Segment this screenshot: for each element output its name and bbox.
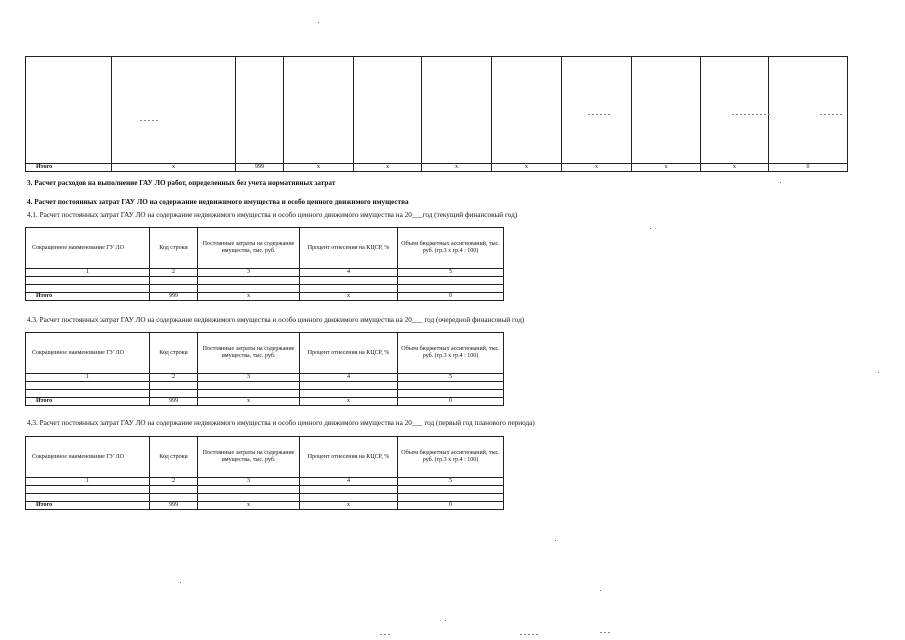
header-cell-volume: Объем бюджетных ассигнований, тыс. руб. (гр.3 х гр.4 : 100)	[398, 333, 504, 374]
subtable-blank-row	[26, 390, 504, 398]
total-cell: x	[562, 164, 632, 172]
top-table	[25, 56, 848, 172]
total-cell: 999	[236, 164, 284, 172]
header-cell-percent: Процент отнесения на КЦСР, %	[300, 333, 398, 374]
total-cell: x	[300, 502, 398, 510]
header-cell-costs: Постоянные затраты на содержание имущества, тыс. руб.	[198, 437, 300, 478]
header-cell-name: Сокращенное наименование ГУ ЛО	[26, 437, 150, 478]
subtable-number-row	[26, 478, 504, 486]
total-cell: x	[354, 164, 422, 172]
total-label: Итого	[26, 502, 150, 510]
column-number: 2	[150, 374, 198, 382]
total-label: Итого	[26, 164, 112, 172]
subtable-blank-row	[26, 486, 504, 494]
total-cell: 999	[150, 293, 198, 301]
scan-artifact	[600, 590, 601, 591]
column-number: 3	[198, 269, 300, 277]
total-cell: 999	[150, 398, 198, 406]
column-number: 3	[198, 374, 300, 382]
section-3-heading: 3. Расчет расходов на выполнение ГАУ ЛО работ, определенных без учета нормативных затрат	[27, 179, 336, 187]
total-cell: 0	[769, 164, 848, 172]
top-table-blank-row	[26, 57, 848, 164]
scan-artifact	[445, 620, 446, 621]
top-table-total-row	[26, 164, 848, 172]
header-cell-percent: Процент отнесения на КЦСР, %	[300, 437, 398, 478]
column-number: 2	[150, 478, 198, 486]
scan-artifact	[380, 634, 392, 635]
subtable-header-row	[26, 437, 504, 478]
subtable-caption: 4.3. Расчет постоянных затрат ГАУ ЛО на содержание недвижимого имущества и особо ценного движимого имущества на 20___ год (очередной финансовый год)	[27, 316, 525, 324]
subtable-4-3b	[25, 436, 504, 510]
header-cell-name: Сокращенное наименование ГУ ЛО	[26, 333, 150, 374]
total-label: Итого	[26, 398, 150, 406]
total-cell: 0	[398, 398, 504, 406]
header-cell-costs: Постоянные затраты на содержание имущества, тыс. руб.	[198, 228, 300, 269]
subtable-blank-row	[26, 494, 504, 502]
total-cell: x	[198, 293, 300, 301]
scan-artifact	[588, 114, 612, 115]
scan-artifact	[820, 114, 842, 115]
column-number: 1	[26, 374, 150, 382]
header-cell-name: Сокращенное наименование ГУ ЛО	[26, 228, 150, 269]
scan-artifact	[878, 372, 879, 373]
subtable-caption: 4.1. Расчет постоянных затрат ГАУ ЛО на содержание недвижимого имущества и особо ценного движимого имущества на 20___год (текущий финансовый год)	[27, 211, 518, 219]
subtable-header-row	[26, 228, 504, 269]
total-cell: x	[300, 293, 398, 301]
total-cell: 999	[150, 502, 198, 510]
header-cell-code: Код строки	[150, 437, 198, 478]
header-cell-costs: Постоянные затраты на содержание имущества, тыс. руб.	[198, 333, 300, 374]
column-number: 4	[300, 374, 398, 382]
subtable-total-row	[26, 398, 504, 406]
header-cell-code: Код строки	[150, 228, 198, 269]
column-number: 1	[26, 269, 150, 277]
subtable-caption: 4.3. Расчет постоянных затрат ГАУ ЛО на содержание недвижимого имущества и особо ценного движимого имущества на 20___ год (первый год планового периода)	[27, 419, 535, 427]
total-cell: x	[284, 164, 354, 172]
column-number: 3	[198, 478, 300, 486]
column-number: 4	[300, 269, 398, 277]
total-cell: 0	[398, 502, 504, 510]
header-cell-volume: Объем бюджетных ассигнований, тыс. руб. (гр.3 х гр.4 : 100)	[398, 437, 504, 478]
subtable-blank-row	[26, 277, 504, 285]
subtable-total-row	[26, 293, 504, 301]
scan-artifact	[318, 22, 319, 23]
column-number: 4	[300, 478, 398, 486]
scan-artifact	[520, 634, 540, 635]
scan-artifact	[555, 540, 556, 541]
subtable-total-row	[26, 502, 504, 510]
column-number: 5	[398, 478, 504, 486]
subtable-number-row	[26, 269, 504, 277]
column-number: 1	[26, 478, 150, 486]
header-cell-volume: Объем бюджетных ассигнований, тыс. руб. (гр.3 х гр.4 : 100)	[398, 228, 504, 269]
subtable-number-row	[26, 374, 504, 382]
scan-artifact	[732, 114, 772, 115]
total-cell: x	[422, 164, 492, 172]
subtable-header-row	[26, 333, 504, 374]
subtable-blank-row	[26, 285, 504, 293]
scan-artifact	[140, 120, 158, 121]
total-cell: x	[198, 398, 300, 406]
scan-artifact	[650, 228, 651, 229]
total-label: Итого	[26, 293, 150, 301]
scan-artifact	[780, 182, 781, 183]
total-cell: 0	[398, 293, 504, 301]
scan-artifact	[180, 582, 181, 583]
total-cell: x	[112, 164, 236, 172]
section-4-heading: 4. Расчет постоянных затрат ГАУ ЛО на содержание недвижимого имущества и особо ценного движимого имущества	[27, 198, 409, 206]
header-cell-code: Код строки	[150, 333, 198, 374]
header-cell-percent: Процент отнесения на КЦСР, %	[300, 228, 398, 269]
subtable-4-1	[25, 227, 504, 301]
column-number: 2	[150, 269, 198, 277]
total-cell: x	[300, 398, 398, 406]
column-number: 5	[398, 374, 504, 382]
total-cell: x	[632, 164, 701, 172]
subtable-blank-row	[26, 382, 504, 390]
scan-artifact	[600, 632, 610, 633]
subtable-4-3a	[25, 332, 504, 406]
total-cell: x	[492, 164, 562, 172]
column-number: 5	[398, 269, 504, 277]
total-cell: x	[198, 502, 300, 510]
total-cell: x	[701, 164, 769, 172]
